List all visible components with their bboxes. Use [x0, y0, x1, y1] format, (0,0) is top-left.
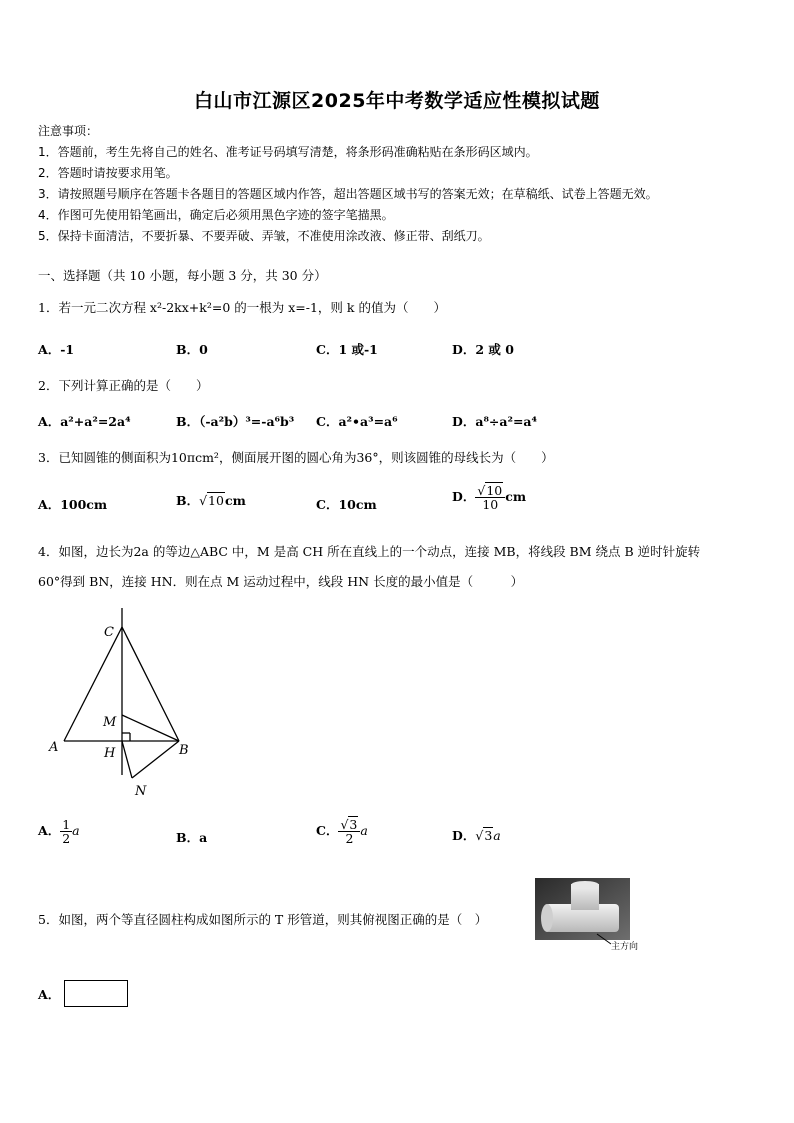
q4-option-c: [316, 818, 368, 845]
q3-option-b: [176, 491, 246, 509]
radicand: 10: [208, 493, 224, 508]
page-title: 白山市江源区2025年中考数学适应性模拟试题: [194, 90, 600, 112]
q3-option-a: A．100cm: [38, 497, 108, 512]
radicand: 10: [486, 483, 503, 498]
question-5-stem: 5．如图，两个等直径圆柱构成如图所示的 T 形管道，则其俯视图正确的是（ ）: [38, 912, 488, 927]
numerator: 1: [62, 817, 71, 832]
variable: a: [493, 828, 501, 843]
line-nb: [132, 741, 179, 778]
q2-option-d: D．a⁸÷a²=a⁴: [452, 414, 538, 429]
numerator: √10: [475, 484, 505, 498]
radicand: 3: [349, 817, 358, 832]
question-3-stem: 3．已知圆锥的侧面积为10πcm²，侧面展开图的圆心角为36°，则该圆锥的母线长为（ ）: [38, 450, 554, 465]
photo-caption: 主方向: [611, 942, 639, 952]
q4-option-b: B．a: [176, 830, 208, 845]
radicand: 3: [484, 828, 493, 843]
fraction: [60, 818, 72, 845]
option-label: C．: [316, 823, 339, 839]
q1-option-a: A．-1: [38, 342, 75, 357]
notice-item: 5．保持卡面清洁，不要折暴、不要弄破、弄皱，不准使用涂改液、修正带、刮纸刀。: [38, 229, 490, 243]
label-b: B: [179, 743, 189, 758]
label-n: N: [135, 784, 147, 799]
sqrt-expression: √10: [199, 493, 224, 508]
q4-option-a: [38, 818, 80, 845]
q1-option-b: B．0: [176, 342, 208, 357]
q2-option-b: B．（-a²b）³=-a⁶b³: [176, 414, 295, 429]
triangle-figure: [40, 605, 200, 800]
option-label: A．: [38, 823, 61, 839]
variable: a: [72, 823, 80, 839]
denominator: 2: [345, 831, 354, 847]
fraction: [475, 484, 505, 511]
question-1-stem: 1．若一元二次方程 x²-2kx+k²=0 的一根为 x=-1，则 k 的值为（ ）: [38, 300, 446, 315]
denominator: 10: [482, 497, 499, 513]
q1-option-c: C．1 或-1: [316, 342, 378, 357]
q3-option-c: C．10cm: [316, 497, 377, 512]
notice-item: 4．作图可先使用铅笔画出，确定后必须用黑色字迹的签字笔描黑。: [38, 208, 394, 222]
t-pipe-photo: [535, 878, 660, 956]
q5-option-a: A．: [38, 987, 61, 1002]
question-4-line-1: 4．如图，边长为2a 的等边△ABC 中，M 是高 CH 所在直线上的一个动点，连接 MB，将线段 BM 绕点 B 逆时针旋转: [38, 544, 701, 559]
line-cb: [122, 627, 179, 741]
label-h: H: [104, 746, 116, 761]
question-2-stem: 2．下列计算正确的是（ ）: [38, 378, 209, 393]
unit: cm: [224, 493, 246, 508]
section-heading: 一、选择题（共 10 小题，每小题 3 分，共 30 分）: [38, 268, 327, 283]
pipe-end: [541, 904, 553, 932]
fraction: [338, 818, 360, 845]
q4-option-d: [452, 826, 501, 844]
label-a: A: [49, 740, 59, 755]
pipe-top: [571, 881, 599, 889]
question-4-line-2: 60°得到 BN，连接 HN．则在点 M 运动过程中，线段 HN 长度的最小值是（ ）: [38, 574, 524, 589]
q3-option-d: [452, 484, 526, 511]
notice-item: 2．答题时请按要求用笔。: [38, 166, 178, 180]
top-view-rectangle: [64, 980, 128, 1007]
label-m: M: [103, 715, 117, 730]
sqrt-expression: √3: [475, 828, 493, 843]
option-label: D．: [452, 489, 476, 505]
q2-option-a: A．a²+a²=2a⁴: [38, 414, 131, 429]
notice-item: 3．请按照题号顺序在答题卡各题目的答题区域内作答，超出答题区域书写的答案无效；在草稿纸、试卷上答题无效。: [38, 187, 658, 201]
q1-option-d: D．2 或 0: [452, 342, 514, 357]
notice-heading: 注意事项：: [38, 124, 99, 138]
line-hn: [122, 741, 132, 778]
numerator: √3: [338, 818, 360, 832]
unit: cm: [505, 489, 527, 505]
notice-item: 1．答题前，考生先将自己的姓名、准考证号码填写清楚，将条形码准确粘贴在条形码区域内。: [38, 145, 538, 159]
denominator: 2: [62, 831, 71, 847]
variable: a: [360, 823, 368, 839]
q2-option-c: C．a²•a³=a⁶: [316, 414, 398, 429]
option-label: B．: [176, 493, 200, 508]
label-c: C: [104, 625, 114, 640]
option-label: D．: [452, 828, 476, 843]
